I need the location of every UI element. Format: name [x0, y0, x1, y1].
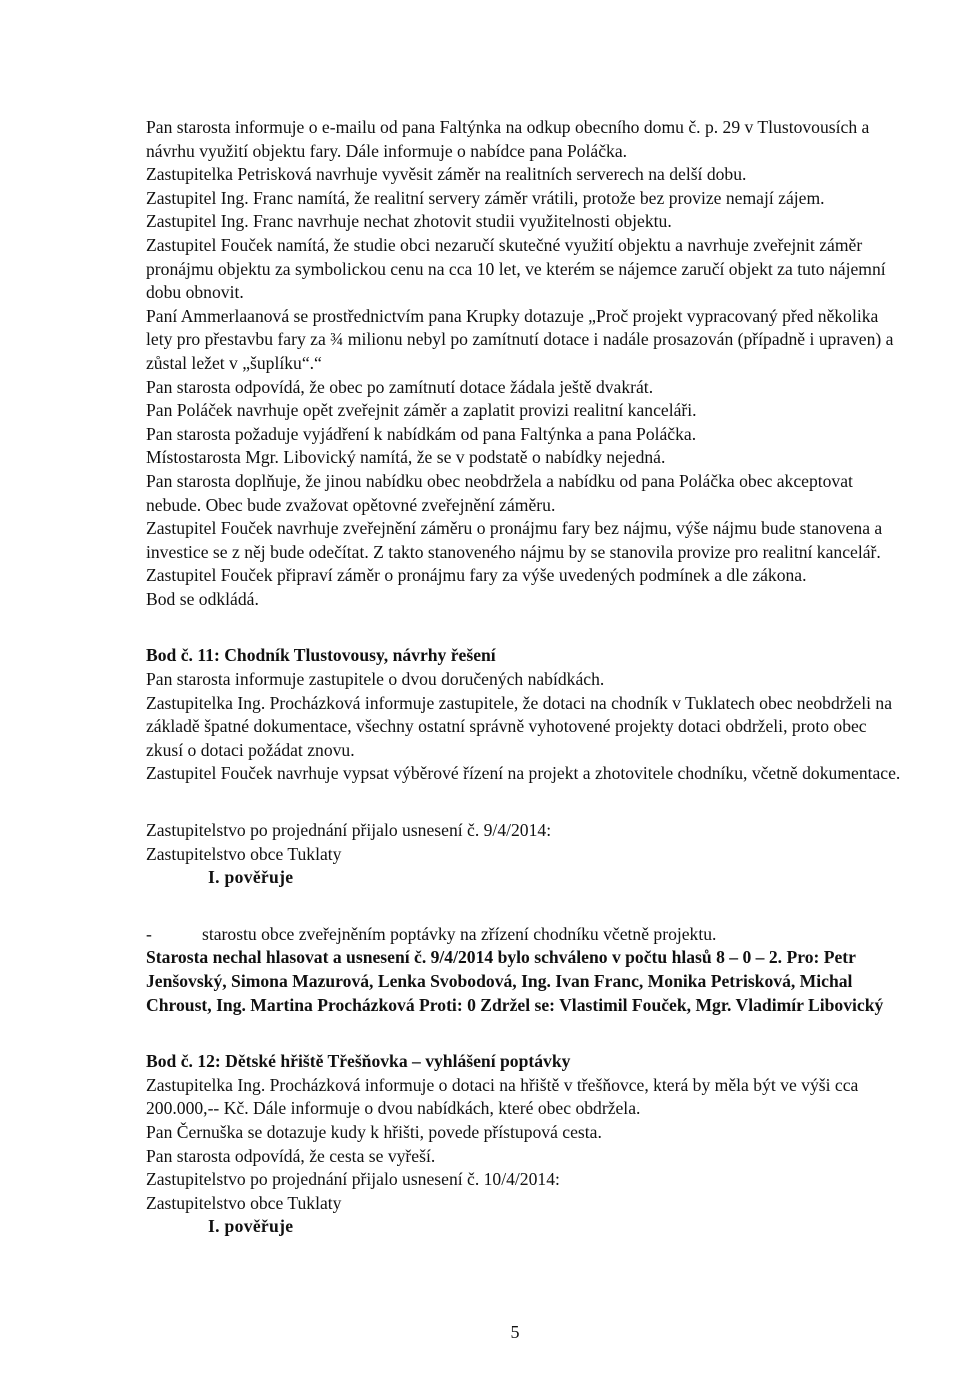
page-content: [146, 116, 906, 1239]
paragraph: Zastupitel Ing. Franc navrhuje nechat zhotovit studii využitelnosti objektu.: [146, 211, 672, 232]
paragraph: Pan Černuška se dotazuje kudy k hřišti, povede přístupová cesta.: [146, 1121, 602, 1142]
bullet-dash: -: [146, 923, 152, 944]
resolution-intro: Zastupitelstvo po projednání přijalo usnesení č. 9/4/2014:: [146, 820, 552, 841]
resolution-item: I. pověřuje: [208, 867, 294, 888]
paragraph: Zastupitel Fouček připraví záměr o pronájmu fary za výše uvedených podmínek a dle zákona.: [146, 565, 807, 586]
resolution-item: I. pověřuje: [208, 1216, 294, 1237]
paragraph: Pan starosta informuje zastupitele o dvou doručených nabídkách.: [146, 669, 605, 690]
paragraph: Pan starosta odpovídá, že obec po zamítnutí dotace žádala ještě dvakrát.: [146, 376, 654, 397]
resolution-intro: Zastupitelstvo po projednání přijalo usnesení č. 10/4/2014:: [146, 1169, 560, 1190]
paragraph: Zastupitel Fouček navrhuje zveřejnění záměru o pronájmu fary bez nájmu, výše nájmu bude stanovena a investice se z něj bude odečítat. Z takto stanoveného nájmu by se stanovila provize pro realitní kancelář.: [146, 518, 887, 562]
paragraph: Pan starosta doplňuje, že jinou nabídku obec neobdržela a nabídku od pana Poláčka obec akceptovat nebude. Obec bude zvažovat opětovné zveřejnění záměru.: [146, 470, 858, 515]
paragraph: Paní Ammerlaanová se prostřednictvím pana Krupky dotazuje „Proč projekt vypracovaný před několika lety pro přestavbu fary za ¾ milionu nebyl po zamítnutí dotace i nadále prosazován (případně i upraven) a zůstal ležet v „šuplíku“.“: [146, 305, 898, 373]
bullet-item: [146, 923, 906, 947]
section-heading: Bod č. 11: Chodník Tlustovousy, návrhy řešení: [146, 645, 496, 666]
paragraph: Pan starosta odpovídá, že cesta se vyřeší.: [146, 1145, 436, 1166]
paragraph: Pan Poláček navrhuje opět zveřejnit záměr a zaplatit provizi realitní kanceláři.: [146, 400, 697, 421]
paragraph: Pan starosta informuje o e-mailu od pana Faltýnka na odkup obecního domu č. p. 29 v Tlustovousích a návrhu využití objektu fary. Dále informuje o nabídce pana Poláčka.: [146, 117, 874, 161]
paragraph: Zastupitel Fouček navrhuje vypsat výběrové řízení na projekt a zhotovitele chodníku, včetně dokumentace.: [146, 763, 901, 784]
paragraph: Pan starosta požaduje vyjádření k nabídkám od pana Faltýnka a pana Poláčka.: [146, 423, 697, 444]
page-number: 5: [510, 1322, 520, 1342]
vote-result: Starosta nechal hlasovat a usnesení č. 9/4/2014 bylo schváleno v počtu hlasů 8 – 0 – 2. Pro: Petr Jenšovský, Simona Mazurová, Lenka Svobodová, Ing. Ivan Franc, Monika Petrisková, Michal Chroust, Ing. Martina Procházková Proti: 0 Zdržel se: Vlastimil Fouček, Mgr. Vladimír Libovický: [146, 947, 884, 1015]
paragraph: Zastupitelka Ing. Procházková informuje o dotaci na hřiště v třešňovce, která by měla být ve výši cca 200.000,-- Kč. Dále informuje o dvou nabídkách, které obec obdržela.: [146, 1074, 863, 1119]
bullet-text: starostu obce zveřejněním poptávky na zřízení chodníku včetně projektu.: [202, 923, 717, 944]
resolution-body: Zastupitelstvo obce Tuklaty: [146, 1192, 342, 1213]
paragraph: Zastupitel Ing. Franc namítá, že realitní servery záměr vrátili, protože bez provize nemají zájem.: [146, 187, 825, 208]
paragraph: Zastupitelka Petrisková navrhuje vyvěsit záměr na realitních serverech na delší dobu.: [146, 164, 747, 185]
paragraph: Místostarosta Mgr. Libovický namítá, že se v podstatě o nabídky nejedná.: [146, 447, 666, 468]
paragraph: Zastupitel Fouček namítá, že studie obci nezaručí skutečné využití objektu a navrhuje zveřejnit záměr pronájmu objektu za symbolickou cenu na cca 10 let, ve kterém se nájemce zaručí objekt za tuto nájemní dobu obnovit.: [146, 234, 891, 303]
section-heading: Bod č. 12: Dětské hřiště Třešňovka – vyhlášení poptávky: [146, 1051, 571, 1072]
paragraph: Bod se odkládá.: [146, 588, 259, 609]
paragraph: Zastupitelka Ing. Procházková informuje zastupitele, že dotaci na chodník v Tuklatech obec neobdrželi na základě špatné dokumentace, všechny ostatní správně vyhotovené projekty dotaci obdrželi, proto obec zkusí o dotaci požádat znovu.: [146, 692, 897, 760]
resolution-body: Zastupitelstvo obce Tuklaty: [146, 843, 342, 864]
